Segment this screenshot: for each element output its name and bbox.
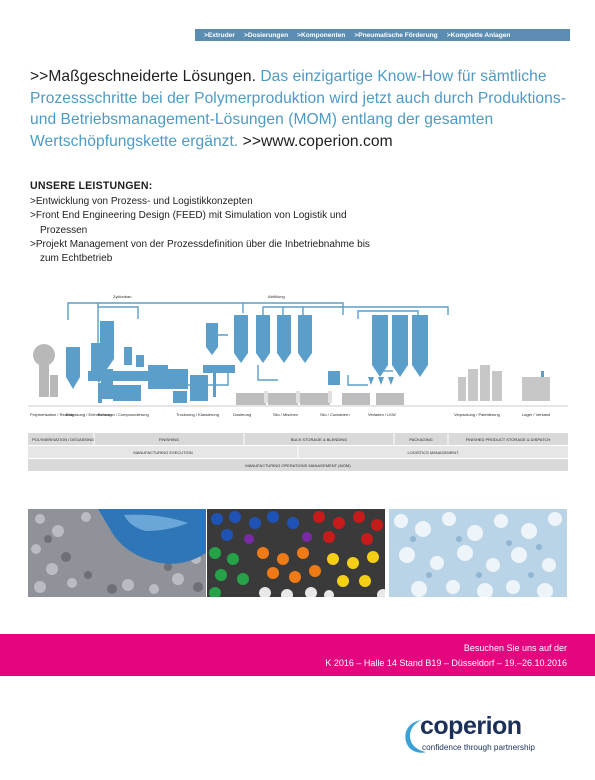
leistung-item: >Projekt Management von der Prozessdefinition über die Inbetriebnahme bis zum Echtbetrieb — [30, 238, 370, 265]
nav-item-extruder[interactable]: >Extruder — [204, 31, 235, 39]
colored-pellets-photo — [207, 509, 385, 597]
diagram-top-label: Zyklonbau — [113, 294, 132, 299]
coperion-logo — [400, 712, 575, 761]
logo-tagline: confidence through partnership — [422, 743, 535, 752]
station-label: Verladen / LKW — [368, 412, 396, 417]
leistung-item: >Entwicklung von Prozess- und Logistikkonzepten — [30, 196, 253, 208]
event-banner — [0, 634, 595, 676]
nav-item-dosierungen[interactable]: >Dosierungen — [243, 31, 289, 39]
table-cell: BULK STORAGE & BLENDING — [290, 437, 348, 442]
website-link[interactable]: www.coperion.com — [260, 132, 393, 150]
event-line-2: K 2016 – Halle 14 Stand B19 – Düsseldorf – 19.–26.10.2016 — [325, 658, 567, 668]
diagram-top-label: Abfüllung — [268, 294, 285, 299]
station-label: Trocknung / Klassierung — [176, 412, 219, 417]
station-label: Dosierung — [233, 412, 252, 417]
table-cell: PACKAGING — [409, 437, 433, 442]
station-label: Lager / Versand — [522, 412, 551, 417]
table-cell: MANUFACTURING EXECUTION — [133, 450, 193, 455]
station-label: Silo / Mischen — [273, 412, 298, 417]
table-cell: POLYMERISATION / DEGASSING — [32, 437, 95, 442]
event-line-1: Besuchen Sie uns auf der — [463, 643, 567, 653]
logo-wordmark: coperion — [420, 712, 522, 740]
nav-item-foerderung[interactable]: >Pneumatische Förderung — [354, 31, 438, 39]
leistung-item: >Front End Engineering Design (FEED) mit Simulation von Logistik und Prozessen — [30, 210, 347, 236]
headline-lead: Maßgeschneiderte Lösungen. — [48, 68, 256, 85]
station-label: Verpackung / Palettierung — [454, 412, 500, 417]
table-cell: MANUFACTURING OPERATIONS MANAGEMENT (MOM) — [245, 463, 351, 468]
table-cell: FINISHED PRODUCT STORAGE & DISPATCH — [465, 437, 551, 442]
table-cell: LOGISTICS MANAGEMENT — [407, 450, 459, 455]
nav-item-anlagen[interactable]: >Komplette Anlagen — [446, 31, 511, 39]
leistungen-title: UNSERE LEISTUNGEN: — [30, 180, 153, 192]
gray-pellets-photo — [28, 509, 206, 597]
headline-prefix: >> — [30, 68, 49, 85]
nav-item-komponenten[interactable]: >Komponenten — [297, 31, 346, 39]
link-prefix: >> — [238, 132, 261, 150]
station-label: Polymerisation / Reaktor — [30, 412, 74, 417]
headline — [30, 66, 575, 152]
process-diagram — [28, 285, 568, 481]
headline-body: Das einzigartige Know-How für sämtliche Prozessschritte bei der Polymerproduktion wird jetzt auch durch Produktions- und Betriebsmanagement-Lösungen (MOM) entlang der gesamten Wertschöpfungskette ergänzt. — [30, 68, 566, 150]
station-label: Entgasung / Entmischung — [66, 412, 112, 417]
station-label: Extrusion / Compoundierung — [98, 412, 149, 417]
leistungen-section — [30, 179, 380, 266]
mom-table — [28, 433, 568, 471]
station-label: Silo / Containern — [320, 412, 350, 417]
table-cell: FINISHING — [158, 437, 180, 442]
white-pellets-photo — [389, 509, 567, 597]
top-nav-bar — [195, 29, 570, 41]
